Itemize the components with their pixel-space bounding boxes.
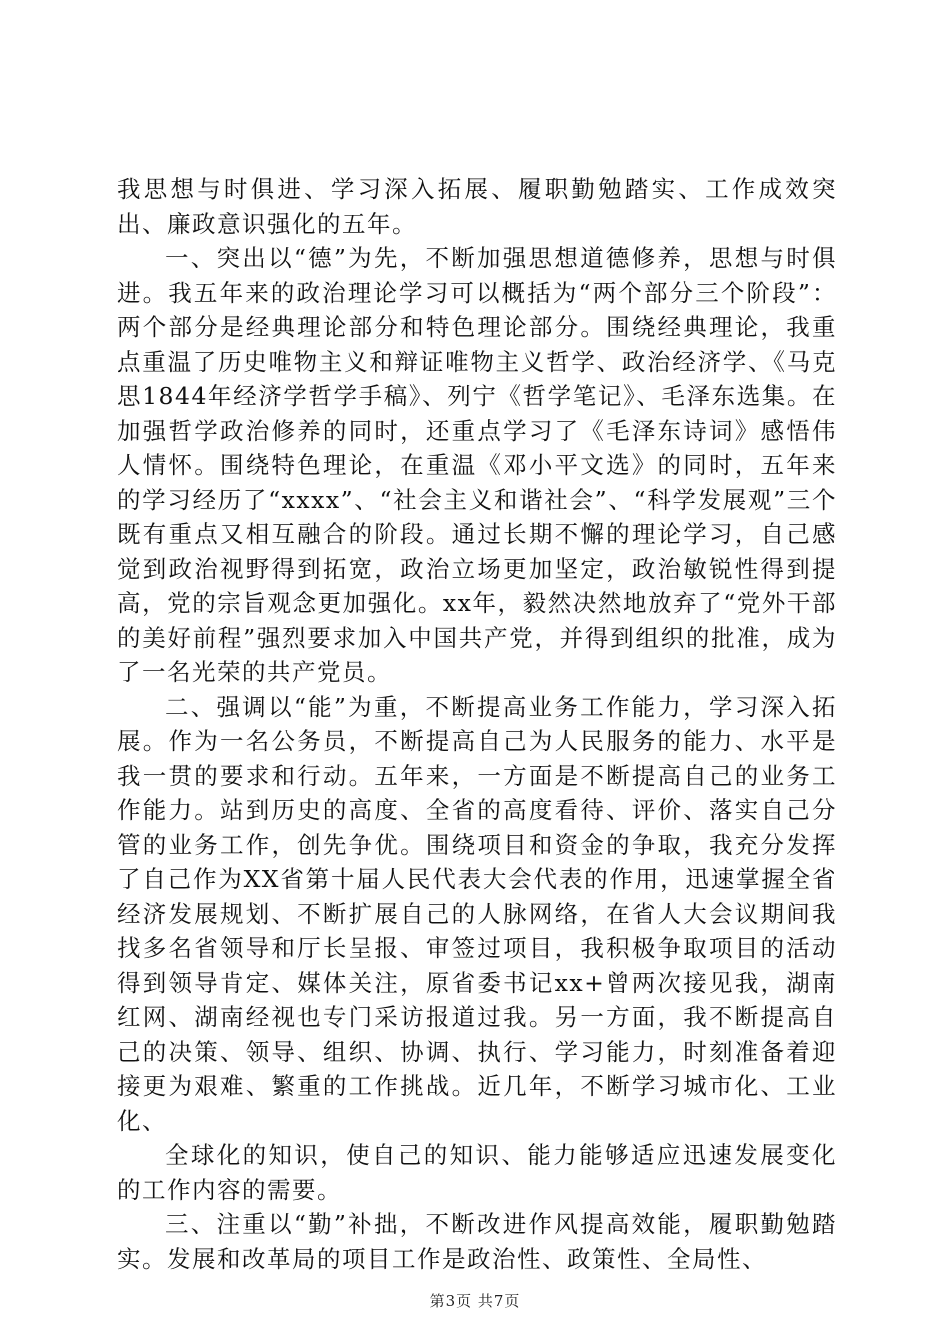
- paragraph-continuation: 我思想与时俱进、学习深入拓展、履职勤勉踏实、工作成效突出、廉政意识强化的五年。: [117, 175, 837, 238]
- page-number-footer: 第3页 共7页: [429, 1292, 521, 1310]
- paragraph-section-one: 一、突出以“德”为先，不断加强思想道德修养，思想与时俱进。我五年来的政治理论学习可以概括为“两个部分三个阶段”：两个部分是经典理论部分和特色理论部分。围绕经典理论，我重点重温了历史唯物主义和辩证唯物主义哲学、政治经济学、《马克思1844年经济学哲学手稿》、列宁《哲学笔记》、毛泽东选集。在加强哲学政治修养的同时，还重点学习了《毛泽东诗词》感悟伟人情怀。围绕特色理论，在重温《邓小平文选》的同时，五年来的学习经历了“xxxx”、“社会主义和谐社会”、“科学发展观”三个既有重点又相互融合的阶段。通过长期不懈的理论学习，自己感觉到政治视野得到拓宽，政治立场更加坚定，政治敏锐性得到提高，党的宗旨观念更加强化。xx年，毅然决然地放弃了“党外干部的美好前程”强烈要求加入中国共产党，并得到组织的批准，成为了一名光荣的共产党员。: [117, 244, 837, 686]
- paragraph-section-two: 二、强调以“能”为重，不断提高业务工作能力，学习深入拓展。作为一名公务员，不断提高自己为人民服务的能力、水平是我一贯的要求和行动。五年来，一方面是不断提高自己的业务工作能力。站到历史的高度、全省的高度看待、评价、落实自己分管的业务工作，创先争优。围绕项目和资金的争取，我充分发挥了自己作为XX省第十届人民代表大会代表的作用，迅速掌握全省经济发展规划、不断扩展自己的人脉网络，在省人大会议期间我找多名省领导和厅长呈报、审签过项目，我积极争取项目的活动得到领导肯定、媒体关注，原省委书记xx+曾两次接见我，湖南红网、湖南经视也专门采访报道过我。另一方面，我不断提高自己的决策、领导、组织、协调、执行、学习能力，时刻准备着迎接更为艰难、繁重的工作挑战。近几年，不断学习城市化、工业化、: [117, 692, 837, 1135]
- paragraph-section-two-cont: 全球化的知识，使自己的知识、能力能够适应迅速发展变化的工作内容的需要。: [117, 1141, 837, 1204]
- document-body: [117, 172, 837, 1276]
- paragraph-section-three: 三、注重以“勤”补拙，不断改进作风提高效能，履职勤勉踏实。发展和改革局的项目工作是政治性、政策性、全局性、: [117, 1210, 837, 1273]
